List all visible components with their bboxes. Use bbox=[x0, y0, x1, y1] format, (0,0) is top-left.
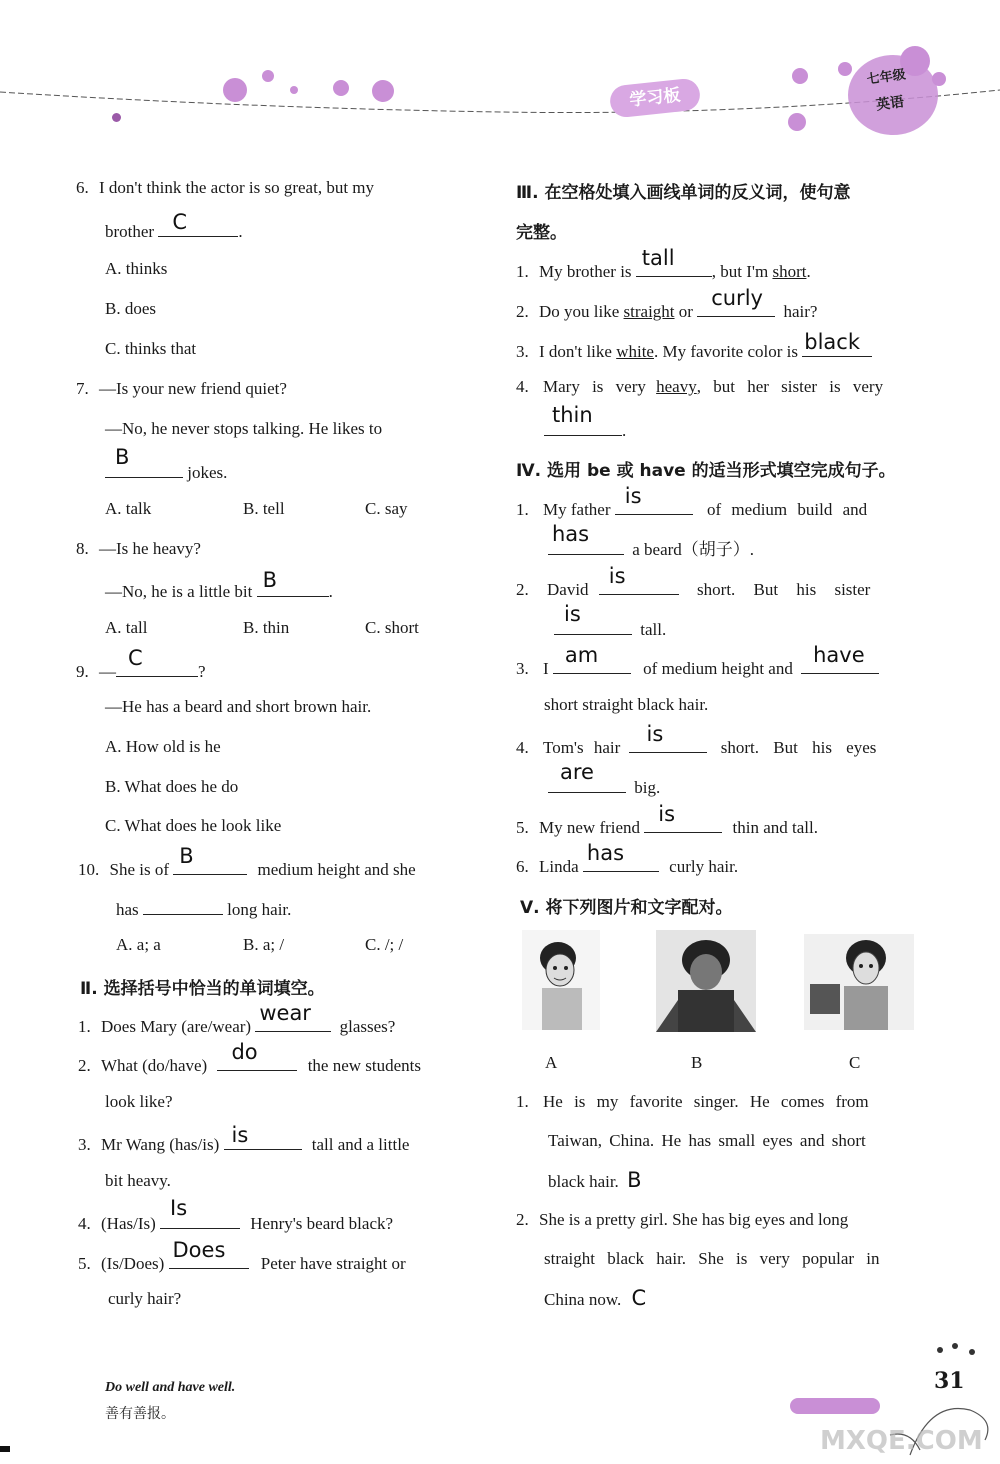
sec4-q2-answer1: is bbox=[608, 564, 626, 588]
sec2-q2-blank[interactable] bbox=[217, 1040, 297, 1071]
q10-blank2[interactable] bbox=[143, 896, 223, 915]
q6-line2 bbox=[105, 210, 243, 242]
q9-opt-c: C. What does he look like bbox=[105, 816, 282, 835]
q7-line1 bbox=[76, 379, 287, 399]
q6-text1: I don't think the actor is so great, but my bbox=[99, 178, 375, 197]
q6-opt-a: A. thinks bbox=[105, 259, 168, 278]
q8-answer-blank[interactable] bbox=[257, 568, 329, 597]
q9-line1 bbox=[76, 646, 206, 682]
sec4-q3 bbox=[516, 643, 879, 679]
q9-opt-a: A. How old is he bbox=[105, 737, 221, 756]
sec3-q4-b: , but her sister is very bbox=[696, 377, 884, 396]
sec5-q2-line3 bbox=[544, 1288, 646, 1310]
sec3-q2-num: 2. bbox=[516, 302, 529, 321]
sec3-q4-line2 bbox=[544, 403, 627, 441]
q8-line1 bbox=[76, 539, 201, 559]
q9-answer-blank[interactable] bbox=[116, 646, 198, 677]
sec4-q2-b: short. But his sister bbox=[697, 580, 871, 599]
sec5-q1-l1: He is my favorite singer. He comes from bbox=[543, 1092, 869, 1111]
sec4-q2-blank1[interactable] bbox=[599, 564, 679, 595]
sec4-q1-blank2[interactable] bbox=[548, 522, 624, 555]
sec5-q2-num: 2. bbox=[516, 1210, 529, 1229]
sec3-q1 bbox=[516, 246, 811, 282]
sec5-q2-l1: She is a pretty girl. She has big eyes and long bbox=[539, 1210, 849, 1229]
sec3-q4-c: . bbox=[622, 421, 627, 440]
sec2-q1-b: glasses? bbox=[339, 1017, 396, 1036]
sec2-q3-a: Mr Wang (has/is) bbox=[101, 1135, 220, 1154]
photo-b-label: B bbox=[691, 1053, 703, 1072]
sec4-q6-answer: has bbox=[586, 841, 625, 865]
sec4-q1 bbox=[516, 484, 868, 520]
photo-c-figure bbox=[804, 934, 914, 1030]
q8-opt-a: A. tall bbox=[105, 618, 148, 637]
sec4-q4 bbox=[516, 722, 877, 758]
q10-line2 bbox=[116, 896, 291, 920]
sec4-q3-answer2: have bbox=[813, 643, 865, 667]
sec5-q1-num: 1. bbox=[516, 1092, 529, 1111]
footer-motto-cn: 善有善报。 bbox=[105, 1406, 175, 1422]
section5-title: Ⅴ. 将下列图片和文字配对。 bbox=[520, 898, 733, 918]
sec2-q5-b: Peter have straight or bbox=[260, 1254, 406, 1273]
sec2-q1 bbox=[78, 1001, 396, 1037]
sec3-q2-a: Do you like bbox=[539, 302, 620, 321]
sec4-q1-num: 1. bbox=[516, 500, 529, 519]
sec4-q2-blank2[interactable] bbox=[554, 602, 632, 635]
grade-top-text: 七年级 bbox=[865, 67, 907, 88]
sec2-q1-a: Does Mary (are/wear) bbox=[101, 1017, 252, 1036]
sec2-q2-answer: do bbox=[231, 1040, 258, 1064]
photo-c-label: C bbox=[849, 1053, 861, 1072]
q6-text2a: brother bbox=[105, 222, 155, 241]
sec3-q4-a: Mary is very bbox=[543, 377, 646, 396]
sec3-q1-num: 1. bbox=[516, 262, 529, 281]
q10-line1 bbox=[78, 844, 416, 880]
sec2-q4-num: 4. bbox=[78, 1214, 91, 1233]
sec2-q5 bbox=[78, 1238, 406, 1274]
sec4-q4-answer2: are bbox=[560, 760, 594, 784]
q10-answer-blank[interactable] bbox=[173, 844, 247, 875]
sec4-q4-blank1[interactable] bbox=[629, 722, 707, 753]
q7-opt-c: C. say bbox=[365, 499, 408, 518]
sec4-q4-answer1: is bbox=[646, 722, 664, 746]
section3-title-line1: Ⅲ. 在空格处填入画线单词的反义词，使句意 bbox=[516, 183, 851, 203]
q7-answer-blank[interactable] bbox=[105, 445, 183, 478]
sec3-q3-num: 3. bbox=[516, 342, 529, 361]
sec4-q4-b: short. But his eyes bbox=[720, 738, 877, 757]
sec5-q2-line2: straight black hair. She is very popular in bbox=[544, 1249, 880, 1268]
sec4-q4-blank2[interactable] bbox=[548, 760, 626, 793]
sec3-q1-blank[interactable] bbox=[636, 246, 712, 277]
q8-text1: —Is he heavy? bbox=[99, 539, 201, 558]
sec2-q2-line2: look like? bbox=[105, 1092, 173, 1111]
sec2-q2-num: 2. bbox=[78, 1056, 91, 1075]
q9-line2: —He has a beard and short brown hair. bbox=[105, 697, 372, 716]
sec4-q4-c: big. bbox=[634, 778, 661, 797]
footer-decoration bbox=[790, 1340, 1000, 1459]
sec2-q5-answer: Does bbox=[172, 1238, 226, 1262]
sec4-q4-a: Tom's hair bbox=[543, 738, 621, 757]
sec4-q5-blank[interactable] bbox=[644, 802, 722, 833]
sec4-q3-num: 3. bbox=[516, 659, 529, 678]
q8-text2a: —No, he is a little bit bbox=[105, 582, 253, 601]
sec3-q3-answer: black bbox=[804, 330, 860, 354]
sec4-q3-line2: short straight black hair. bbox=[544, 695, 709, 714]
sec2-q1-answer: wear bbox=[259, 1001, 311, 1025]
sec4-q5-b: thin and tall. bbox=[732, 818, 818, 837]
photo-c bbox=[804, 934, 914, 1030]
header-badge-text: 学习板 bbox=[628, 85, 682, 111]
q10-text2a: has bbox=[116, 900, 139, 919]
sec4-q6-num: 6. bbox=[516, 857, 529, 876]
sec3-q2-c: hair? bbox=[783, 302, 818, 321]
q10-answer: B bbox=[179, 844, 194, 868]
sec3-q2-underlined: straight bbox=[623, 302, 675, 321]
sec2-q4-b: Henry's beard black? bbox=[250, 1214, 394, 1233]
footer-motto-en: Do well and have well. bbox=[105, 1380, 236, 1395]
sec3-q3-a: I don't like bbox=[539, 342, 612, 361]
sec5-q2-l3: China now. bbox=[544, 1290, 622, 1309]
sec4-q6 bbox=[516, 841, 739, 877]
q9-num: 9. bbox=[76, 662, 89, 681]
sec4-q5-answer: is bbox=[658, 802, 676, 826]
sec4-q4-line2 bbox=[548, 760, 661, 798]
header-decoration bbox=[0, 0, 1000, 150]
q9-answer: C bbox=[128, 646, 143, 670]
sec2-q1-num: 1. bbox=[78, 1017, 91, 1036]
sec2-q1-blank[interactable] bbox=[255, 1001, 331, 1032]
sec4-q3-answer1: am bbox=[564, 643, 599, 667]
sec4-q1-blank1[interactable] bbox=[615, 484, 693, 515]
q8-answer: B bbox=[262, 568, 277, 592]
q7-opt-a: A. talk bbox=[105, 499, 152, 518]
q6-num: 6. bbox=[76, 178, 89, 197]
sec4-q1-answer2: has bbox=[552, 522, 590, 546]
q10-opt-c: C. /; / bbox=[365, 935, 404, 954]
sec3-q4-num: 4. bbox=[516, 377, 529, 396]
sec2-q2 bbox=[78, 1040, 422, 1076]
sec4-q3-a: I bbox=[543, 659, 549, 678]
sec4-q1-b: of medium build and bbox=[707, 500, 868, 519]
q9-opt-b: B. What does he do bbox=[105, 777, 239, 796]
q10-text2b: long hair. bbox=[227, 900, 292, 919]
sec2-q5-blank[interactable] bbox=[169, 1238, 249, 1269]
q10-text1b: medium height and she bbox=[257, 860, 416, 879]
q6-opt-b: B. does bbox=[105, 299, 156, 318]
q7-answer: B bbox=[115, 445, 130, 469]
q9-dash: — bbox=[99, 662, 116, 681]
q10-opt-b: B. a; / bbox=[243, 935, 285, 954]
sec3-q4-blank[interactable] bbox=[544, 403, 622, 436]
q7-line2: —No, he never stops talking. He likes to bbox=[105, 419, 383, 438]
q10-opt-a: A. a; a bbox=[116, 935, 161, 954]
photo-a bbox=[522, 930, 600, 1030]
sec2-q4-blank[interactable] bbox=[160, 1196, 240, 1229]
grade-label bbox=[855, 62, 921, 117]
q8-num: 8. bbox=[76, 539, 89, 558]
sec3-q1-underlined: short bbox=[772, 262, 807, 281]
photo-a-label: A bbox=[545, 1053, 558, 1072]
section3-title-line2: 完整。 bbox=[516, 223, 567, 243]
sec4-q4-num: 4. bbox=[516, 738, 529, 757]
q6-opt-c: C. thinks that bbox=[105, 339, 197, 358]
q8-opt-b: B. thin bbox=[243, 618, 290, 637]
sec4-q3-blank1[interactable] bbox=[553, 643, 631, 674]
sec5-q1-l3: black hair. bbox=[548, 1172, 619, 1191]
sec3-q2-answer: curly bbox=[711, 286, 763, 310]
q6-text2b: . bbox=[238, 222, 243, 241]
sec4-q2-answer2: is bbox=[564, 602, 581, 626]
sec4-q3-b: of medium height and bbox=[643, 659, 793, 678]
q9-qmark: ? bbox=[198, 662, 206, 681]
q8-text2b: . bbox=[328, 582, 333, 601]
q8-line2 bbox=[105, 568, 333, 602]
q8-opt-c: C. short bbox=[365, 618, 419, 637]
sec4-q2-c: tall. bbox=[640, 620, 667, 639]
sec3-q4 bbox=[516, 377, 883, 397]
sec5-q1-answer: B bbox=[627, 1168, 642, 1192]
q7-text1: —Is your new friend quiet? bbox=[99, 379, 287, 398]
sec3-q3 bbox=[516, 330, 872, 362]
sec3-q1-b: , but I'm bbox=[711, 262, 769, 281]
q6-answer-blank[interactable] bbox=[158, 210, 238, 237]
q7-line3 bbox=[105, 445, 228, 483]
sec2-q4-answer: Is bbox=[170, 1196, 188, 1220]
sec3-q1-answer: tall bbox=[641, 246, 675, 270]
sec4-q6-a: Linda bbox=[539, 857, 579, 876]
sec2-q4-a: (Has/Is) bbox=[101, 1214, 156, 1233]
sec2-q5-a: (Is/Does) bbox=[101, 1254, 165, 1273]
sec4-q6-b: curly hair. bbox=[669, 857, 739, 876]
sec2-q3 bbox=[78, 1123, 410, 1155]
sec2-q3-answer: is bbox=[231, 1123, 249, 1147]
sec3-q4-answer: thin bbox=[552, 403, 593, 427]
sec4-q1-a: My father bbox=[543, 500, 611, 519]
sec4-q1-c: a beard（胡子）. bbox=[632, 540, 755, 559]
grade-bottom-text: 英语 bbox=[875, 93, 905, 114]
sec2-q2-b: the new students bbox=[307, 1056, 422, 1075]
sec2-q3-b: tall and a little bbox=[311, 1135, 410, 1154]
q7-num: 7. bbox=[76, 379, 89, 398]
sec4-q5 bbox=[516, 802, 818, 838]
q6-answer: C bbox=[172, 210, 188, 234]
sec3-q1-c: . bbox=[806, 262, 811, 281]
sec4-q2-a: David bbox=[547, 580, 589, 599]
q6-line1 bbox=[76, 178, 374, 198]
sec2-q3-line2: bit heavy. bbox=[105, 1171, 171, 1190]
q10-num: 10. bbox=[78, 860, 100, 879]
photo-a-figure bbox=[522, 930, 600, 1030]
watermark: MXQE.COM bbox=[820, 1426, 983, 1456]
header-wave-line bbox=[0, 0, 1000, 150]
page-number: 31 bbox=[934, 1368, 965, 1394]
q10-text1a: She is of bbox=[109, 860, 169, 879]
sec2-q5-num: 5. bbox=[78, 1254, 91, 1273]
sec5-q1-line2: Taiwan, China. He has small eyes and short bbox=[548, 1131, 866, 1150]
sec2-q2-a: What (do/have) bbox=[101, 1056, 208, 1075]
sec4-q2-num: 2. bbox=[516, 580, 529, 599]
sec3-q1-a: My brother is bbox=[539, 262, 632, 281]
sec2-q5-line2: curly hair? bbox=[108, 1289, 182, 1308]
sec5-q1-line3 bbox=[548, 1170, 641, 1192]
sec3-q2-b: or bbox=[678, 302, 693, 321]
sec3-q2-blank[interactable] bbox=[697, 286, 775, 317]
sec3-q3-underlined: white bbox=[616, 342, 654, 361]
sec2-q3-blank[interactable] bbox=[224, 1123, 302, 1150]
sec4-q2-line2 bbox=[554, 602, 667, 640]
q7-opt-b: B. tell bbox=[243, 499, 285, 518]
sec2-q3-num: 3. bbox=[78, 1135, 91, 1154]
sec3-q3-b: . My favorite color is bbox=[653, 342, 798, 361]
sec3-q2 bbox=[516, 286, 818, 322]
sec5-q1-line1 bbox=[516, 1092, 869, 1112]
sec3-q3-blank[interactable] bbox=[802, 330, 872, 357]
sec5-q2-line1 bbox=[516, 1210, 848, 1230]
left-edge-mark bbox=[0, 1446, 10, 1452]
sec5-q2-answer: C bbox=[631, 1286, 647, 1310]
sec4-q5-a: My new friend bbox=[539, 818, 641, 837]
q7-text3b: jokes. bbox=[187, 463, 228, 482]
sec3-q4-underlined: heavy bbox=[656, 377, 697, 396]
sec4-q6-blank[interactable] bbox=[583, 841, 659, 872]
photo-b-figure bbox=[656, 930, 756, 1032]
sec4-q1-answer1: is bbox=[624, 484, 642, 508]
sec4-q5-num: 5. bbox=[516, 818, 529, 837]
sec2-q4 bbox=[78, 1196, 394, 1234]
photo-b bbox=[656, 930, 756, 1032]
sec4-q2 bbox=[516, 564, 871, 600]
sec4-q1-line2 bbox=[548, 522, 755, 560]
section2-title: Ⅱ. 选择括号中恰当的单词填空。 bbox=[80, 979, 325, 999]
section4-title: Ⅳ. 选用 be 或 have 的适当形式填空完成句子。 bbox=[516, 461, 896, 481]
sec4-q3-blank2[interactable] bbox=[801, 643, 879, 674]
